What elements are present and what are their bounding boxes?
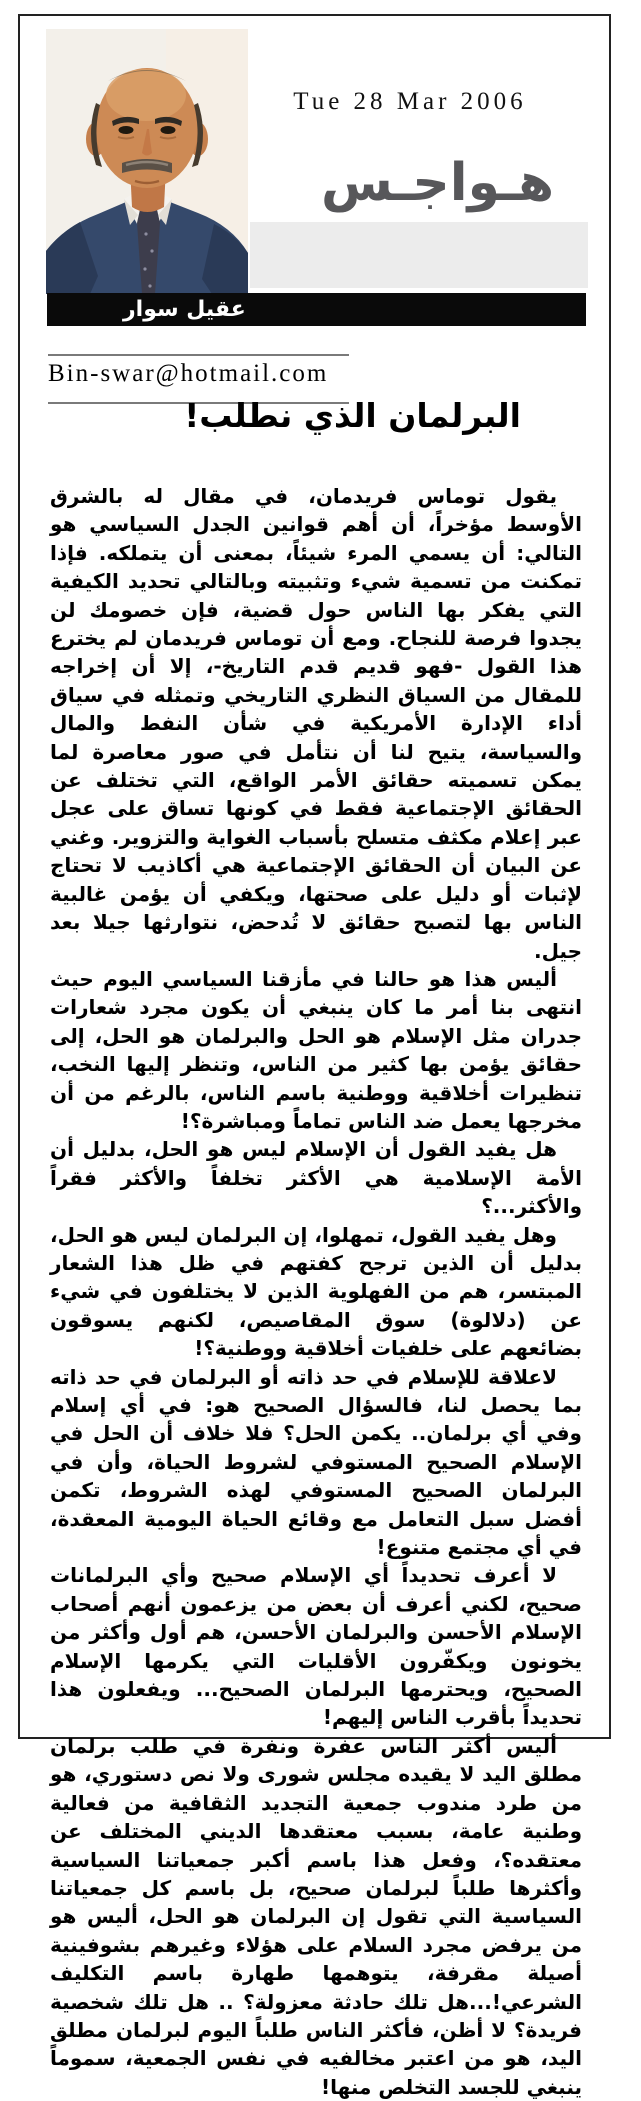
author-photo-illustration [46,29,248,294]
masthead-date: Tue 28 Mar 2006 [293,88,527,115]
author-name: عقيل سوار [123,297,246,322]
email-rule-top [48,354,349,356]
author-email: Bin-swar@hotmail.com [48,360,329,387]
article-paragraph: أليس هذا هو حالنا في مأزقنا السياسي اليوم حيث انتهى بنا أمر ما كان ينبغي أن يكون مجرد شعارات جدران مثل الإسلام هو الحل والبرلمان هو الحل، إلى حقائق يؤمن بها كثير من الناس، وتنظر إليها النخب، تنظيرات أخلاقية ووطنية باسم الناس، بالرغم من أن مخرجها يعمل ضد الناس تماماً ومباشرة؟! [50,966,582,1133]
article-paragraph: لا أعرف تحديداً أي الإسلام صحيح وأي البرلمانات صحيح، لكني أعرف أن بعض من يزعمون أنهم أصحاب الإسلام الأحسن والبرلمان الأحسن، هم أول وأكثر من يخونون ويكفّرون الأقليات التي يكرمها الإسلام الصحيح، ويحترمها البرلمان الصحيح... ويفعلون هذا تحديداً بأقرب الناس إليهم! [50,1563,582,1730]
article-paragraph: وهل يفيد القول، تمهلوا، إن البرلمان ليس هو الحل، بدليل أن الذين ترجح كفتهم في ظل هذا الشعار المبتسر، هم من الفهلوية الذين لا يختلفون في شيء عن (دلالوة) سوق المقاصيص، لكنهم يسوقون بضائعهم على خلفيات أخلاقية ووطنية؟! [50,1222,582,1361]
masthead-gray-box [250,222,588,288]
author-photo [46,29,248,294]
article-body [50,482,582,2101]
article-paragraph: هل يفيد القول أن الإسلام ليس هو الحل، بدليل أن الأمة الإسلامية هي الأكثر تخلفاً والأكثر فقراً والأكثر...؟ [50,1137,582,1219]
article-title: البرلمان الذي نطلب! [184,396,521,435]
author-bar [47,293,586,326]
article-paragraph: يقول توماس فريدمان، في مقال له بالشرق الأوسط مؤخراً، أن أهم قوانين الجدل السياسي هو التالي: أن يسمي المرء شيئاً، بمعنى أن يتملكه. فإذا تمكنت من تسمية شيء وتثبيته وبالتالي تحديد الكيفية التي يفكر بها الناس حول قضية، فإن خصومك لن يجدوا فرصة للنجاح. ومع أن توماس فريدمان لم يخترع هذا القول -فهو قديم قدم التاريخ-، إلا أن إخراجه للمقال من السياق النظري التاريخي وتمثله في سياق أداء الإدارة الأمريكية في شأن النفط والمال والسياسة، يتيح لنا أن نتأمل في صور معاصرة لما يمكن تسميته حقائق الأمر الواقع، التي تختلف عن الحقائق الإجتماعية فقط في كونها تساق على عجل عبر إعلام مكثف متسلح بأسباب الغواية والتزوير. وغني عن البيان أن الحقائق الإجتماعية هي أكاذيب لا تحتاج لإثبات أو دليل على صحتها، ويكفي أن يؤمن غالبية الناس بها لتصبح حقائق لا تُدحض، نتوارثها جيلا بعد جيل. [50,484,582,963]
column-title: هـواجـس [320,153,554,213]
article-paragraph: أليس أكثر الناس عفرة ونفرة في طلب برلمان مطلق اليد لا يقيده مجلس شورى ولا نص دستوري، هو من طرد مندوب جمعية التجديد الثقافية من فعالية وطنية عامة، بسبب معتقدها الديني المختلف عن معتقده؟، وفعل هذا باسم أكبر جمعياتنا السياسية وأكثرها طلباً لبرلمان صحيح، بل باسم كل جمعياتنا السياسية التي تقول إن البرلمان هو الحل، أليس هو من يرفض مجرد السلام على هؤلاء وغيرهم بشوفينية أصيلة مقرفة، يتوهمها طهارة باسم التكليف الشرعي!...هل تلك حادثة معزولة؟ .. هل تلك شخصية فريدة؟ لا أظن، فأكثر الناس طلباً اليوم لبرلمان مطلق اليد، هو من اعتبر مخالفيه في نفس الجمعية، سموماً ينبغي للجسد التخلص منها! [50,1733,582,2099]
article-frame [18,14,611,2099]
article-paragraph: لاعلاقة للإسلام في حد ذاته أو البرلمان في حد ذاته بما يحصل لنا، فالسؤال الصحيح هو: في أي إسلام وفي أي برلمان.. يكمن الحل؟ فلا خلاف أن الحل في الإسلام الصحيح المستوفي لشروط الحياة، وأن في البرلمان الصحيح المستوفي لهذه الشروط، تكمن أفضل سبل التعامل مع وقائع الحياة اليومية المعقدة، في أي مجتمع متنوع! [50,1364,582,1560]
